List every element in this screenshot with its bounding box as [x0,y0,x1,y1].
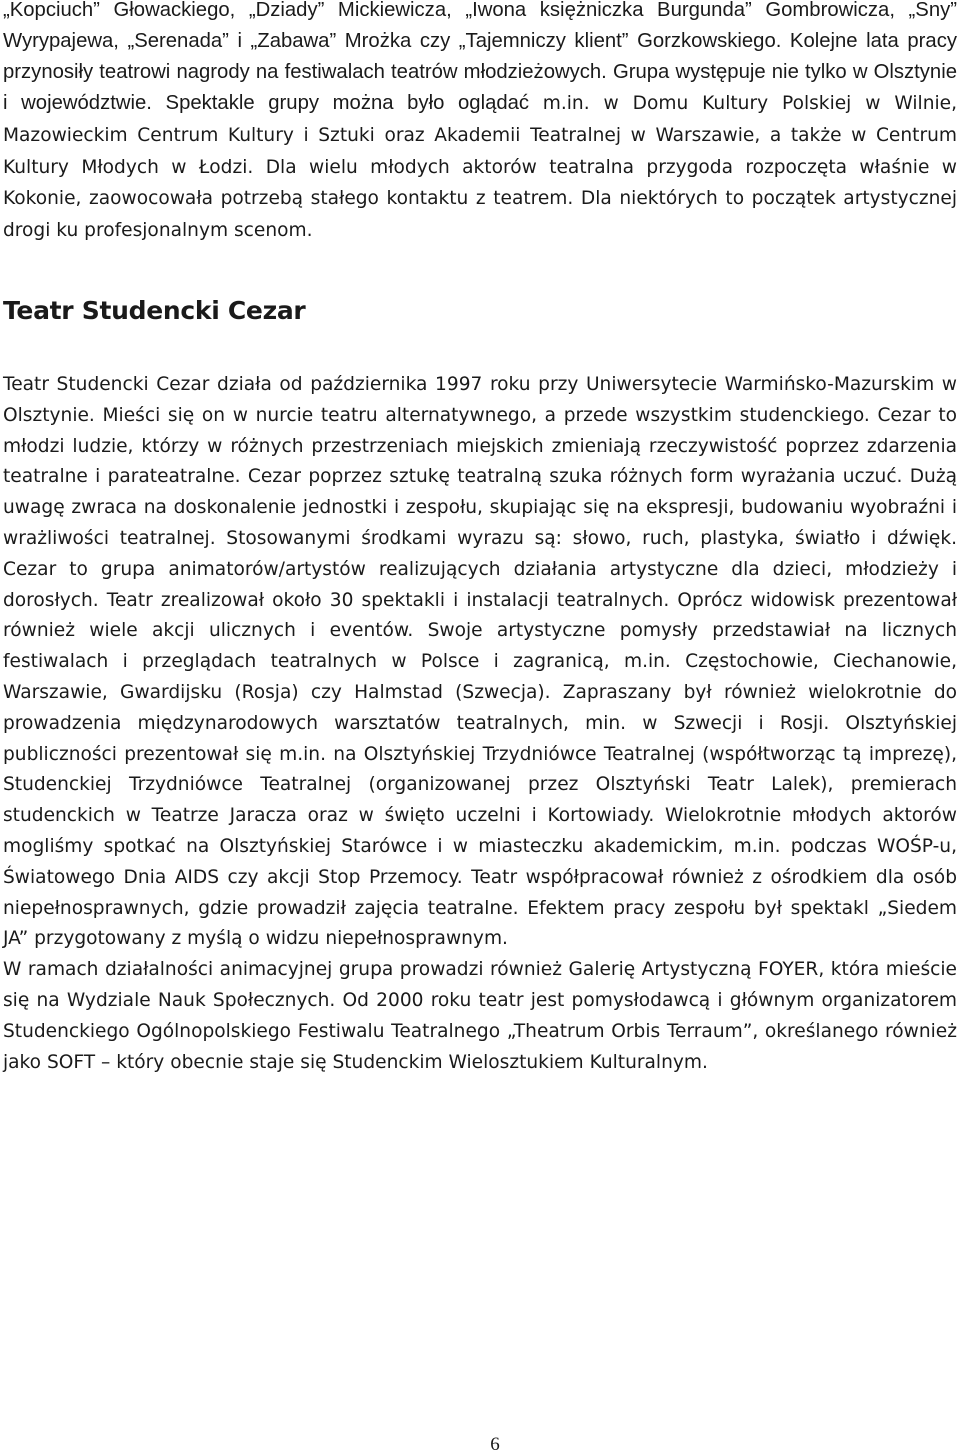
document-page [3,0,957,1078]
section-heading: Teatr Studencki Cezar [3,295,306,325]
section-paragraph-2: W ramach działalności animacyjnej grupa prowadzi również Galerię Artystyczną FOYER, która mieście się na Wydziale Nauk Społecznych. Od 2000 roku teatr jest pomysłodawcą i głównym organizatorem Studenckiego Ogólnopolskiego Festiwalu Teatralnego „Theatrum Orbis Terraum”, określanego również jako SOFT – który obecnie staje się Studenckim Wielosztukiem Kulturalnym. [3,959,957,1073]
intro-text-rest: m.in. w Domu Kultury Polskiej w Wilnie, Mazowieckim Centrum Kultury i Sztuki oraz Akademii Teatralnej w Warszawie, a także w Centrum Kultury Młodych w Łodzi. Dla wielu młodych aktorów teatralna przygoda rozpoczęta właśnie w Kokonie, zaowocowała potrzebą stałego kontaktu z teatrem. Dla niektórych to początek artystycznej drogi ku profesjonalnym scenom. [3,93,958,242]
section-paragraph-1: Teatr Studencki Cezar działa od października 1997 roku przy Uniwersytecie Warmińsko-Mazurskim w Olsztynie. Mieści się on w nurcie teatru alternatywnego, a przede wszystkim studenckiego. Cezar to młodzi ludzie, którzy w różnych przestrzeniach miejskich zmieniają rzeczywistość poprzez zdarzenia teatralne i parateatralne. Cezar poprzez sztukę teatralną szuka różnych form wyrażania uczuć. Dużą uwagę zwraca na doskonalenie jednostki i zespołu, skupiając się na ekspresji, budowaniu wyobraźni i wrażliwości teatralnej. Stosowanymi środkami wyrazu są: słowo, ruch, plastyka, światło i dźwięk. Cezar to grupa animatorów/artystów realizujących działania artystyczne dla dzieci, młodzieży i dorosłych. Teatr zrealizował około 30 spektakli i instalacji teatralnych. Oprócz widowisk prezentował również wiele akcji ulicznych i eventów. Swoje artystyczne pomysły przedstawiał na licznych festiwalach i przeglądach teatralnych w Polsce i zagranicą, m.in. Częstochowie, Ciechanowie, Warszawie, Gwardijsku (Rosja) czy Halmstad (Szwecja). Zapraszany był również wielokrotnie do prowadzenia międzynarodowych warsztatów teatralnych, min. w Szwecji i Rosji. Olsztyńskiej publiczności prezentował się m.in. na Olsztyńskiej Trzydniówce Teatralnej (współtworząc tą imprezę), Studenckiej Trzydniówce Teatralnej (organizowanej przez Olsztyński Teatr Lalek), premierach studenckich w Teatrze Jaracza oraz w święto uczelni i Kortowiady. Wielokrotnie młodych aktorów mogliśmy spotkać na Olsztyńskiej Starówce i w miasteczku akademickim, m.in. podczas WOŚP-u, Światowego Dnia AIDS czy akcji Stop Przemocy. Teatr współpracował również z ośrodkiem dla osób niepełnosprawnych, gdzie prowadził zajęcia teatralne. Efektem pracy zespołu był spektakl „Siedem JA” przygotowany z myślą o widzu niepełnosprawnym. [3,373,957,950]
intro-paragraph [3,0,957,247]
intro-text-arial: „Kopciuch” Głowackiego, „Dziady” Mickiewicza, „Iwona księżniczka Burgunda” Gombrowicza, „Sny” Wyrypajewa, „Serenada” i „Zabawa” Mrożka czy „Tajemniczy klient” Gorzkowskiego. Kolejne lata pracy przynosiły teatrowi nagrody na festiwalach teatrów młodzieżowych. Grupa występuje nie tylko w Olsztynie i województwie. Spektakle grupy można było oglądać [3,0,957,114]
page-number: 6 [490,1434,500,1455]
